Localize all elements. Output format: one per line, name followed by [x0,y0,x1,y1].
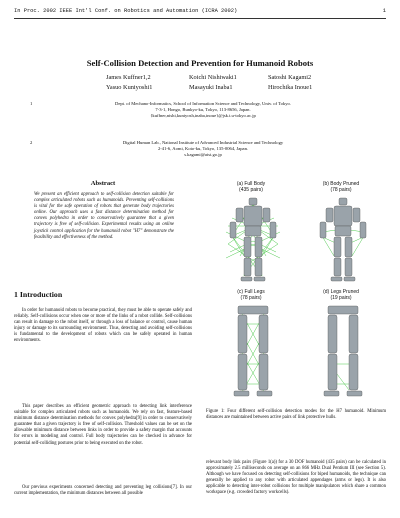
panel-label-d [296,289,386,301]
affiliation-line: Digital Human Lab., National Institute of Advanced Industrial Science and Technology [122,140,284,145]
running-head-text: In Proc. 2002 IEEE Int'l Conf. on Robotics and Automation (ICRA 2002) [14,8,238,14]
affiliation-text [58,140,348,159]
affiliation-2 [30,140,360,160]
header-rule [14,18,386,19]
panel-title: (c) Full Legs [237,289,265,295]
author-name: Hirochika Inoue1 [268,84,313,91]
author-name: Yasuo Kuniyoshi1 [106,84,153,91]
panel-title: (b) Body Pruned [322,181,360,187]
author-name: Satoshi Kagami2 [268,74,312,81]
author-row-2 [14,84,386,94]
abstract-heading: Abstract [90,180,116,187]
abstract-text: We present an efficient approach to self-collision detection suitable for complex articulated robots such as humanoids. Preventing self-collisions is vital for the safe operation of robots that generate body trajectories online. Our approach uses a fast distance determination method for convex polyhedra in order to conservatively guarantee that a given trajectory is free of self-collision. Experimental results using an online joystick control application for the humanoid robot "H7" demonstrate the feasibility and effectiveness of the method. [34,192,174,240]
paragraph: Our previous experiments concerned detecting and preventing leg collisions[7]. In our current implementation, the minimum distances between all possible [14,485,192,497]
author-block [14,74,386,94]
panel-pairs: (435 pairs) [239,187,263,193]
section-heading: 1 Introduction [14,290,63,299]
author-name: James Kuffner1,2 [106,74,151,81]
author-name: Masayuki Inaba1 [189,84,233,91]
affiliation-text [58,101,348,120]
panel-label-c [206,289,296,301]
robot-full-body-illustration [222,196,284,284]
paragraph: This paper describes an efficient geometric approach to detecting link interference suitable for complex articulated robots such as humanoids. We rely on fast, feature-based minimum distance determination methods for convex polyhedra[9] in order to conservatively guarantee that a given trajectory is free of self-collision. Threshold values can be set on the allowable minimum distance between links in order to provide a safety margin that accounts for errors in modeling and control. Full body trajectories can be checked in advance for potential self-colliding postures prior to being executed on the robot. [14,404,192,446]
author-row-1 [14,74,386,84]
paragraph: relevant body link pairs (Figure 1(a)) for a 30 DOF humanoid (435 pairs) can be calculated in approximately 2.5 milliseconds on average on an 866 MHz Dual Pentium III (see Section 5). Although we have focused on detecting self-collisions for biped humanoids, the technique can generally be applied to any robot with articulated appendages (arms or legs). It is also applicable to detecting inter-robot collisions for multiple manipulators which share a common workspace (e.g. crowded factory workcells). [206,460,386,496]
panel-pairs: (78 pairs) [330,187,352,193]
author-name: Koichi Nishiwaki1 [189,74,237,81]
affiliation-line: {kuffner,nishi,kuniyosh,inaba,inoue}@jsk.t.u-tokyo.ac.jp [150,113,256,119]
affiliation-line: s.kagami@aist.go.jp [184,152,222,158]
running-head [14,8,386,14]
robot-legs-pruned-illustration [318,304,368,400]
panel-label-a [206,181,296,193]
robot-full-legs-illustration [228,304,278,400]
figure-caption: Figure 1: Four different self-collision detection modes for the H7 humanoid. Minimum distances are maintained between active pairs of link protective hulls. [206,409,386,421]
panel-pairs: (19 pairs) [330,295,352,301]
affiliation-number: 1 [30,101,33,106]
panel-title: (d) Legs Pruned [323,289,359,295]
paper-title: Self-Collision Detection and Prevention for Humanoid Robots [86,58,314,68]
affiliation-line: Dept. of Mechano-Informatics, School of Information Science and Technology, Univ. of Tokyo. [115,101,291,106]
panel-title: (a) Full Body [236,181,266,187]
panel-label-b [296,181,386,193]
robot-body-pruned-illustration [312,196,374,284]
paragraph: In order for humanoid robots to become practical, they must be able to operate safely and reliably. Self-collisions occur when one or more of the links of a robot collide. Self-collisions can result in damage to the robot itself, or through a loss of balance or control, cause human injury or damage to its surrounding environment. Thus, detecting and avoiding self-collisions is fundamental to the development of robots which can be safely operated in human environments. [14,308,192,344]
panel-pairs: (78 pairs) [240,295,262,301]
page-number: 1 [382,8,386,14]
affiliation-number: 2 [30,140,33,145]
affiliation-line: 7-3-1, Hongo, Bunkyo-ku, Tokyo, 113-8656, Japan. [155,107,251,113]
affiliation-1 [30,101,360,121]
affiliation-line: 2-41-6, Aomi, Koto-ku, Tokyo, 135-0064, Japan. [157,146,249,152]
